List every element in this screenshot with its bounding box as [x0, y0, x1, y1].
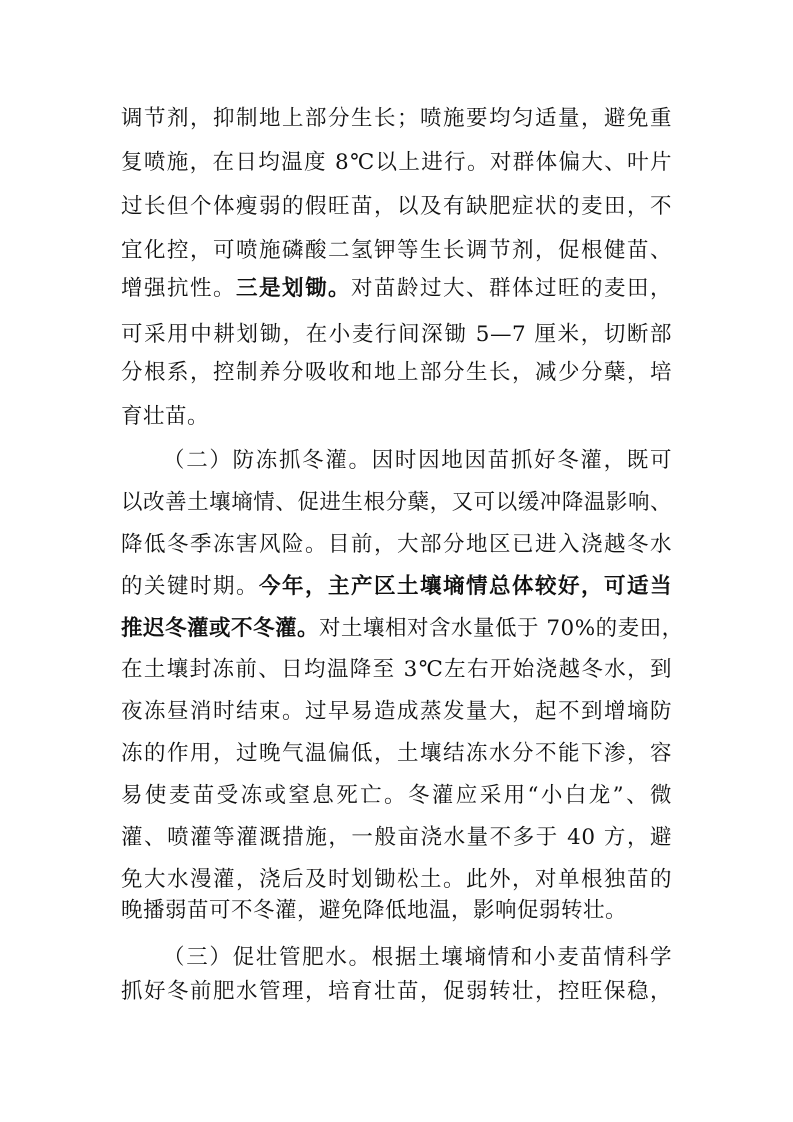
text-line: 分根系，控制养分吸收和地上部分生长，减少分蘖，培 — [121, 360, 672, 385]
text-line: 晚播弱苗可不冬灌，避免降低地温，影响促弱转壮。 — [121, 898, 628, 923]
text-line: 可采用中耕划锄，在小麦行间深锄 5—7 厘米，切断部 — [121, 322, 672, 347]
text-line: 以改善土壤墒情、促进生根分蘖，又可以缓冲降温影响、 — [121, 490, 672, 515]
section-heading-line — [163, 443, 672, 479]
text-line: 抓好冬前肥水管理，培育壮苗，促弱转壮，控旺保稳， — [121, 979, 672, 1004]
text-line: 免大水漫灌，浇后及时划锄松土。此外，对单根独苗的 — [121, 867, 672, 892]
text-line — [121, 271, 672, 307]
text-line: 过长但个体瘦弱的假旺苗，以及有缺肥症状的麦田，不 — [121, 194, 672, 219]
text-line: 宜化控，可喷施磷酸二氢钾等生长调节剂，促根健苗、 — [121, 238, 672, 263]
section-heading: （三）促壮管肥水 — [163, 945, 349, 970]
bold-keyword: 三是划锄。 — [236, 276, 351, 301]
bold-emphasis: 今年，主产区土壤墒情总体较好，可适当 — [259, 574, 672, 599]
text-line: 易使麦苗受冻或窒息死亡。冬灌应采用“小白龙”、微 — [121, 783, 672, 808]
plain-text: 的关键时期。 — [121, 574, 259, 599]
plain-text: 。根据土壤墒情和小麦苗情科学 — [348, 945, 672, 970]
text-line: 在土壤封冻前、日均温降至 3℃左右开始浇越冬水，到 — [121, 657, 672, 682]
section-heading-line — [163, 940, 672, 976]
plain-text: 。因时因地因苗抓好冬灌，既可 — [348, 448, 672, 473]
section-heading: （二）防冻抓冬灌 — [163, 448, 349, 473]
text-line: 育壮苗。 — [121, 404, 210, 429]
text-line: 复喷施，在日均温度 8℃以上进行。对群体偏大、叶片 — [121, 150, 672, 175]
text-line — [121, 569, 672, 605]
text-line: 调节剂，抑制地上部分生长；喷施要均匀适量，避免重 — [121, 106, 672, 131]
text-line: 降低冬季冻害风险。目前，大部分地区已进入浇越冬水 — [121, 532, 672, 557]
plain-text: 对苗龄过大、群体过旺的麦田， — [351, 276, 672, 301]
bold-emphasis: 推迟冬灌或不冬灌。 — [121, 616, 320, 641]
text-line — [121, 611, 684, 647]
text-line: 灌、喷灌等灌溉措施，一般亩浇水量不多于 40 方，避 — [121, 825, 672, 850]
text-line: 夜冻昼消时结束。过早易造成蒸发量大，起不到增墒防 — [121, 699, 672, 724]
plain-text: 增强抗性。 — [121, 276, 236, 301]
plain-text: 对土壤相对含水量低于 70%的麦田， — [319, 616, 684, 641]
text-line: 冻的作用，过晚气温偏低，土壤结冻水分不能下渗，容 — [121, 741, 672, 766]
